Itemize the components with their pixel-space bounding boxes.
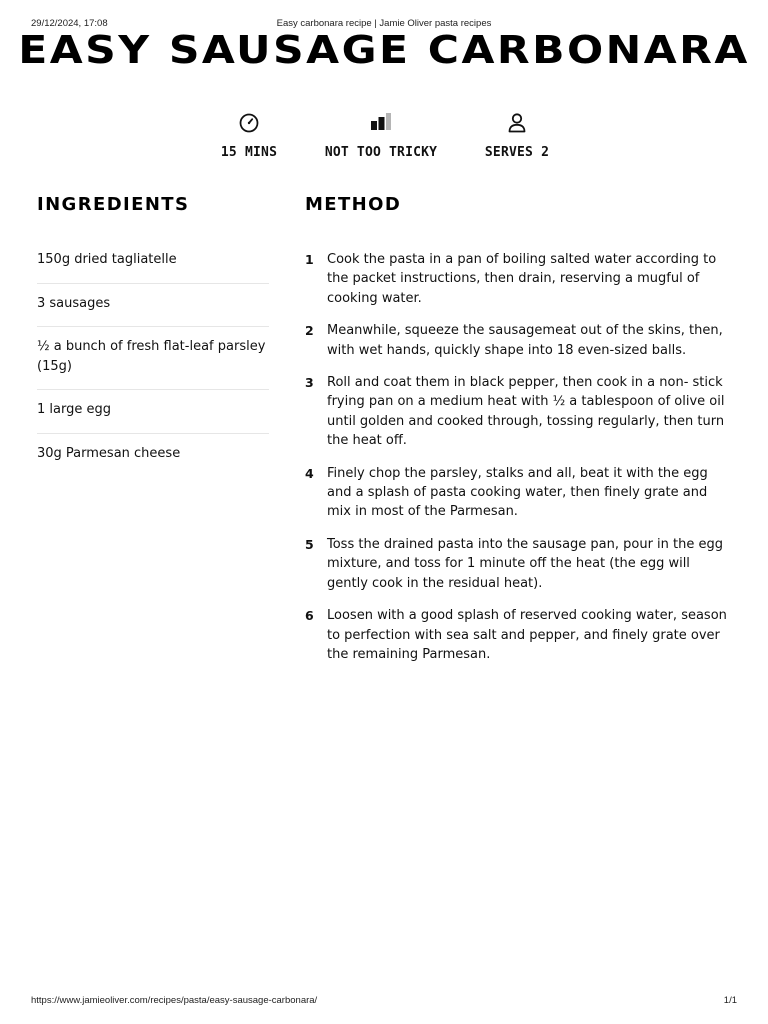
meta-serves xyxy=(457,110,577,160)
method-step xyxy=(305,464,733,522)
method-step xyxy=(305,373,733,451)
meta-serves-label: SERVES 2 xyxy=(484,145,550,160)
print-date: 29/12/2024, 17:08 xyxy=(31,18,108,29)
method-step-number: 1 xyxy=(305,252,314,267)
ingredient-item: 150g dried tagliatelle xyxy=(37,240,269,284)
method-step xyxy=(305,321,733,360)
print-document-title: Easy carbonara recipe | Jamie Oliver pasta recipes xyxy=(276,18,492,29)
ingredient-item: 1 large egg xyxy=(37,390,269,434)
ingredients-heading: INGREDIENTS xyxy=(37,194,190,215)
recipe-title: EASY SAUSAGE CARBONARA xyxy=(18,28,750,72)
meta-time-label: 15 MINS xyxy=(220,145,278,160)
meta-difficulty xyxy=(321,110,441,160)
print-page-number: 1/1 xyxy=(723,995,737,1006)
meta-time xyxy=(189,110,309,160)
method-step-text: Cook the pasta in a pan of boiling salted water according to the packet instructions, then drain, reserving a mugful of cooking water. xyxy=(327,252,717,306)
method-step-text: Roll and coat them in black pepper, then cook in a non- stick frying pan on a medium heat with ½ a tablespoon of olive oil until golden and cooked through, tossing regularly, then turn the heat off. xyxy=(327,375,725,449)
method-list xyxy=(305,250,733,677)
method-step-number: 6 xyxy=(305,608,314,624)
print-footer xyxy=(31,995,737,1007)
ingredient-item: ½ a bunch of fresh flat-leaf parsley (15g) xyxy=(37,327,269,390)
method-step-text: Meanwhile, squeeze the sausagemeat out of the skins, then, with wet hands, quickly shape into 18 even-sized balls. xyxy=(327,323,723,358)
meta-difficulty-label: NOT TOO TRICKY xyxy=(324,145,438,160)
print-url: https://www.jamieoliver.com/recipes/pasta/easy-sausage-carbonara/ xyxy=(31,995,318,1006)
method-step-text: Finely chop the parsley, stalks and all, beat it with the egg and a splash of pasta cooking water, then finely grate and mix in most of the Parmesan. xyxy=(327,465,708,520)
difficulty-bars-icon xyxy=(368,110,394,136)
method-heading: METHOD xyxy=(305,194,402,215)
stopwatch-icon xyxy=(236,110,262,136)
method-step-number: 5 xyxy=(305,536,314,552)
method-step xyxy=(305,606,733,664)
method-step-text: Loosen with a good splash of reserved cooking water, season to perfection with sea salt and pepper, and finely grate over the remaining Parmesan. xyxy=(327,608,727,662)
method-step-text: Toss the drained pasta into the sausage pan, pour in the egg mixture, and toss for 1 minute off the heat (the egg will gently cook in the residual heat). xyxy=(327,536,724,591)
person-icon xyxy=(504,110,530,136)
method-step-number: 4 xyxy=(305,465,314,481)
ingredient-item: 3 sausages xyxy=(37,284,269,328)
method-step-number: 3 xyxy=(305,375,314,391)
method-step-number: 2 xyxy=(305,323,314,339)
method-step xyxy=(305,250,733,308)
method-step xyxy=(305,535,733,593)
recipe-meta-row xyxy=(0,110,768,170)
ingredient-item: 30g Parmesan cheese xyxy=(37,445,181,461)
ingredients-list xyxy=(37,240,269,476)
